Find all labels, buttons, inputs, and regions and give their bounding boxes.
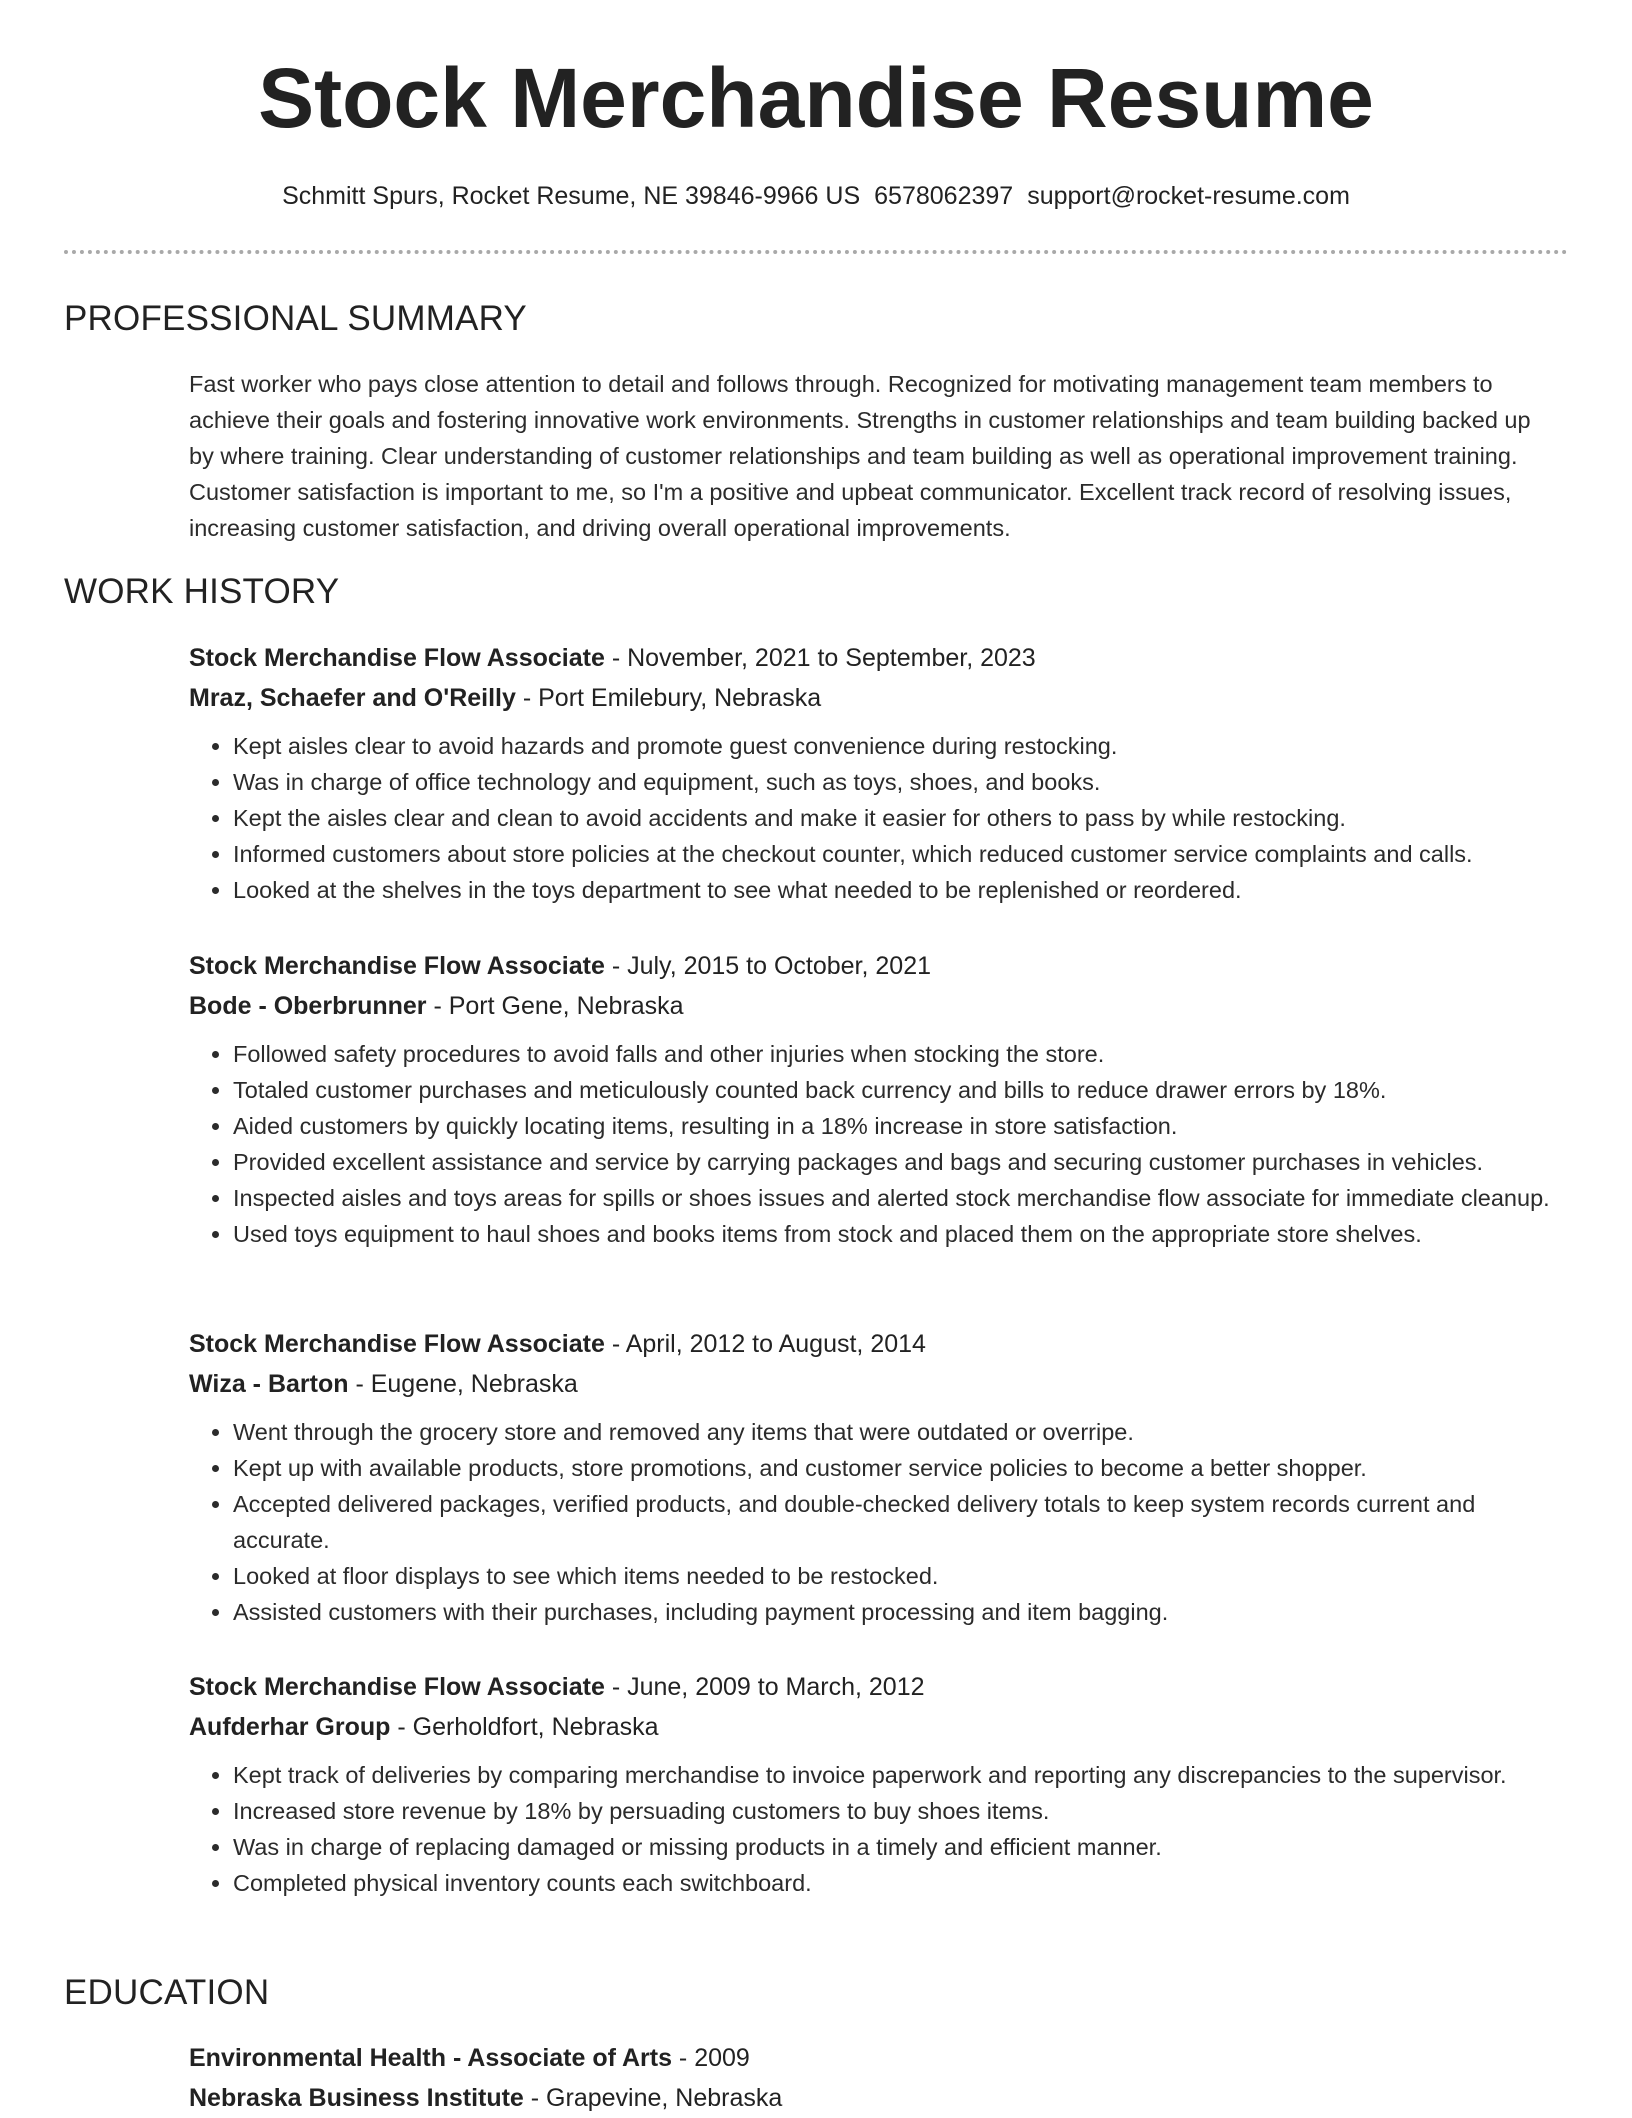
header-divider xyxy=(64,250,1568,254)
job-title-line xyxy=(189,638,1569,678)
job-company: Aufderhar Group xyxy=(189,1713,391,1741)
job-bullet: • Kept up with available products, store promotions, and customer service policies to become a better shopper. xyxy=(233,1450,1569,1486)
section-heading-summary: PROFESSIONAL SUMMARY xyxy=(64,299,527,338)
job-bullet: • Was in charge of office technology and equipment, such as toys, shoes, and books. xyxy=(233,764,1569,800)
contact-address: Schmitt Spurs, Rocket Resume, NE 39846-9966 US xyxy=(282,182,861,210)
job-company-line xyxy=(189,1707,1569,1747)
education-school: Nebraska Business Institute xyxy=(189,2084,524,2112)
job-bullet: • Was in charge of replacing damaged or missing products in a timely and efficient manner. xyxy=(233,1829,1569,1865)
section-heading-work-history: WORK HISTORY xyxy=(64,572,340,611)
contact-phone: 6578062397 xyxy=(874,182,1014,210)
job-bullet: • Informed customers about store policies at the checkout counter, which reduced customer service complaints and calls. xyxy=(233,836,1569,872)
job-location: - Port Emilebury, Nebraska xyxy=(515,684,822,712)
job-bullet: • Kept track of deliveries by comparing merchandise to invoice paperwork and reporting any discrepancies to the supervisor. xyxy=(233,1757,1569,1793)
job-bullet: • Aided customers by quickly locating items, resulting in a 18% increase in store satisfaction. xyxy=(233,1108,1569,1144)
job-entry xyxy=(189,638,1569,908)
job-bullets xyxy=(189,1757,1569,1901)
job-bullets xyxy=(189,728,1569,908)
job-bullet: • Looked at the shelves in the toys department to see what needed to be replenished or reordered. xyxy=(233,872,1569,908)
job-bullet: • Completed physical inventory counts each switchboard. xyxy=(233,1865,1569,1901)
job-bullet: • Kept the aisles clear and clean to avoid accidents and make it easier for others to pass by while restocking. xyxy=(233,800,1569,836)
job-company: Mraz, Schaefer and O'Reilly xyxy=(189,684,516,712)
job-title-line xyxy=(189,1667,1569,1707)
section-heading-education: EDUCATION xyxy=(64,1973,270,2012)
job-location: - Eugene, Nebraska xyxy=(348,1370,578,1398)
education-degree: Environmental Health - Associate of Arts xyxy=(189,2044,672,2072)
job-location: - Gerholdfort, Nebraska xyxy=(390,1713,659,1741)
job-bullet: • Inspected aisles and toys areas for spills or shoes issues and alerted stock merchandise flow associate for immediate cleanup. xyxy=(233,1180,1569,1216)
job-title-line xyxy=(189,946,1569,986)
job-bullet: • Increased store revenue by 18% by persuading customers to buy shoes items. xyxy=(233,1793,1569,1829)
job-dates: - July, 2015 to October, 2021 xyxy=(604,952,931,980)
job-entry xyxy=(189,1324,1569,1630)
job-company-line xyxy=(189,986,1569,1026)
education-location: - Grapevine, Nebraska xyxy=(523,2084,783,2112)
job-title: Stock Merchandise Flow Associate xyxy=(189,952,605,980)
job-company: Bode - Oberbrunner xyxy=(189,992,427,1020)
job-location: - Port Gene, Nebraska xyxy=(426,992,684,1020)
job-bullet: • Went through the grocery store and removed any items that were outdated or overripe. xyxy=(233,1414,1569,1450)
education-school-line xyxy=(189,2078,1569,2118)
job-dates: - April, 2012 to August, 2014 xyxy=(604,1330,926,1358)
education-year: - 2009 xyxy=(671,2044,750,2072)
education-entry xyxy=(189,2038,1569,2118)
contact-email: support@rocket-resume.com xyxy=(1027,182,1350,210)
job-dates: - November, 2021 to September, 2023 xyxy=(604,644,1036,672)
job-bullet: • Used toys equipment to haul shoes and books items from stock and placed them on the appropriate store shelves. xyxy=(233,1216,1569,1252)
professional-summary: Fast worker who pays close attention to detail and follows through. Recognized for motivating management team members to achieve their goals and fostering innovative work environments. Strengths in customer relationships and team building backed up by where training. Clear understanding of customer relationships and team building as well as operational improvement training. Customer satisfaction is important to me, so I'm a positive and upbeat communicator. Excellent track record of resolving issues, increasing customer satisfaction, and driving overall operational improvements. xyxy=(189,371,1531,541)
job-title-line xyxy=(189,1324,1569,1364)
job-bullet: • Assisted customers with their purchases, including payment processing and item bagging. xyxy=(233,1594,1569,1630)
job-title: Stock Merchandise Flow Associate xyxy=(189,1330,605,1358)
job-company-line xyxy=(189,1364,1569,1404)
job-company: Wiza - Barton xyxy=(189,1370,349,1398)
job-bullet: • Totaled customer purchases and meticulously counted back currency and bills to reduce drawer errors by 18%. xyxy=(233,1072,1569,1108)
job-title: Stock Merchandise Flow Associate xyxy=(189,644,605,672)
job-bullet: • Provided excellent assistance and service by carrying packages and bags and securing customer purchases in vehicles. xyxy=(233,1144,1569,1180)
job-bullets xyxy=(189,1414,1569,1630)
job-bullet: • Accepted delivered packages, verified products, and double-checked delivery totals to keep system records current and accurate. xyxy=(233,1486,1569,1558)
job-dates: - June, 2009 to March, 2012 xyxy=(604,1673,925,1701)
job-bullet: • Kept aisles clear to avoid hazards and promote guest convenience during restocking. xyxy=(233,728,1569,764)
job-bullet: • Followed safety procedures to avoid falls and other injuries when stocking the store. xyxy=(233,1036,1569,1072)
job-bullet: • Looked at floor displays to see which items needed to be restocked. xyxy=(233,1558,1569,1594)
job-entry xyxy=(189,1667,1569,1901)
job-title: Stock Merchandise Flow Associate xyxy=(189,1673,605,1701)
resume-title: Stock Merchandise Resume xyxy=(258,51,1374,145)
contact-line xyxy=(0,180,1632,213)
job-company-line xyxy=(189,678,1569,718)
job-bullets xyxy=(189,1036,1569,1252)
education-degree-line xyxy=(189,2038,1569,2078)
job-entry xyxy=(189,946,1569,1252)
